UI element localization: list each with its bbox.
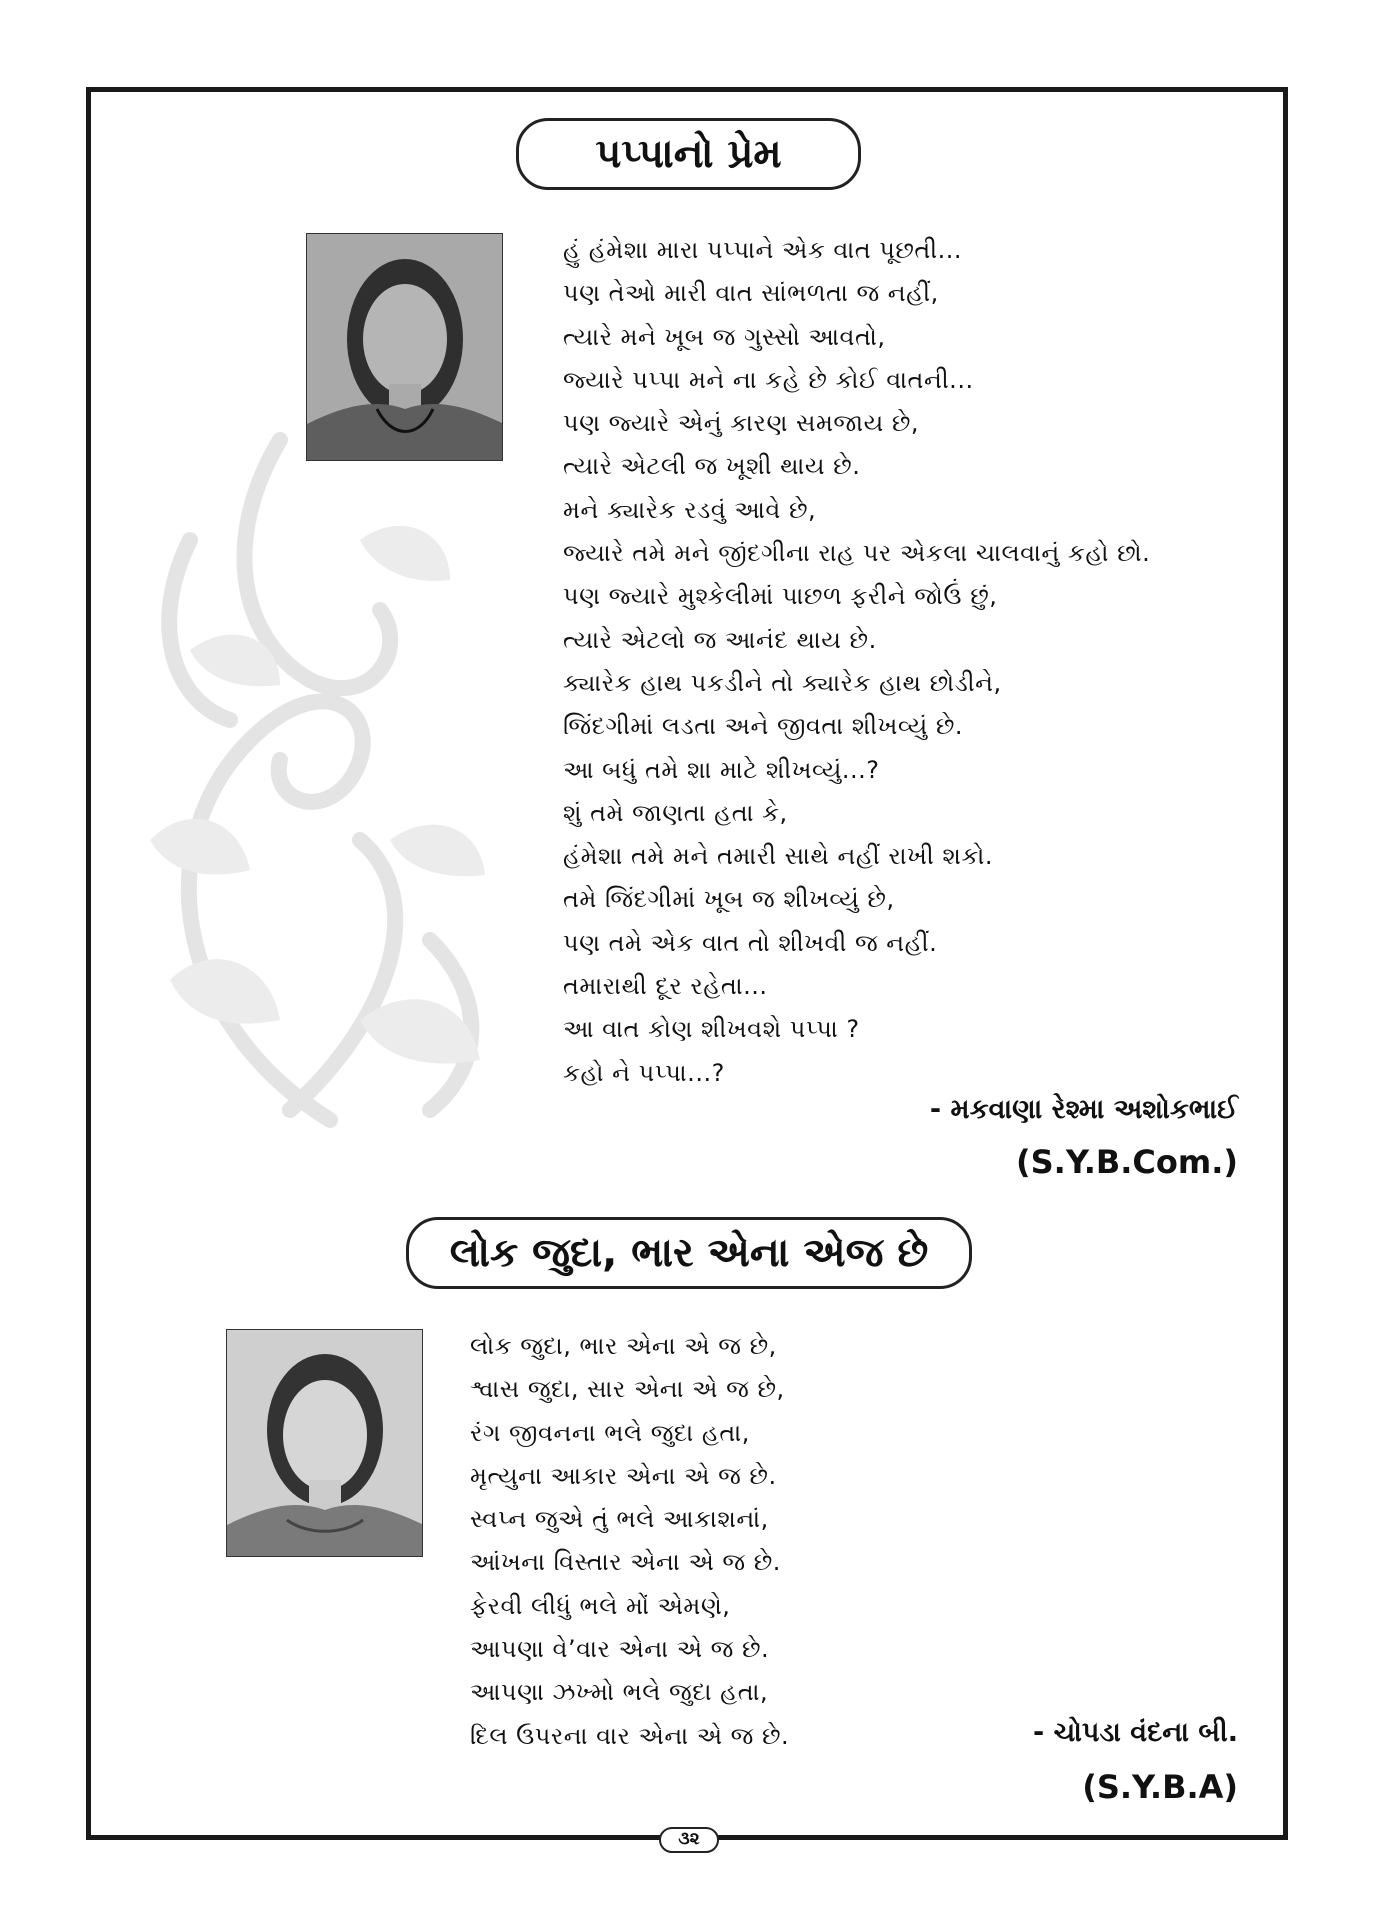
poem-line: ક્યારેક હાથ પકડીને તો ક્યારેક હાથ છોડીને, — [563, 668, 1002, 697]
poem-line: તમે જિંદગીમાં ખૂબ જ શીખવ્યું છે, — [563, 885, 895, 914]
poem-line: પણ જ્યારે એનું કારણ સમજાય છે, — [563, 409, 920, 438]
poem-line: આ વાત કોણ શીખવશે પપ્પા ? — [563, 1015, 860, 1044]
poem-line: ફેરવી લીધું ભલે મોં એમણે, — [470, 1591, 731, 1620]
poem-line: મને ક્યારેક રડવું આવે છે, — [563, 495, 817, 524]
poem-line: દિલ ઉપરના વાર એના એ જ છે. — [470, 1721, 790, 1750]
poem-line: ત્યારે મને ખૂબ જ ગુસ્સો આવતો, — [563, 322, 886, 351]
poem2-lines — [470, 1325, 789, 1758]
poem-line: આ બધું તમે શા માટે શીખવ્યું...? — [563, 755, 880, 784]
poem-line: આપણા ઝખ્મો ભલે જુદા હતા, — [470, 1678, 769, 1707]
poem2-author: - ચોપડા વંદના બી. — [1032, 1717, 1238, 1748]
floral-ornament — [130, 420, 520, 1140]
poem-line: હંમેશા તમે મને તમારી સાથે નહીં રાખી શકો. — [563, 842, 993, 871]
poem-line: લોક જુદા, ભાર એના એ જ છે, — [470, 1332, 777, 1360]
poem-line: શું તમે જાણતા હતા કે, — [563, 798, 788, 827]
poem-line: ત્યારે એટલી જ ખૂશી થાય છે. — [563, 452, 861, 481]
poem1-title: પપ્પાનો પ્રેમ — [516, 118, 861, 190]
poem2-class: (S.Y.B.A) — [1082, 1768, 1238, 1806]
poem-line: જ્યારે પપ્પા મને ના કહે છે કોઈ વાતની... — [563, 365, 974, 394]
poem-line: શ્વાસ જુદા, સાર એના એ જ છે, — [470, 1375, 785, 1404]
poem-line: આપણા વે’વાર એના એ જ છે. — [470, 1635, 770, 1664]
poem-line: પણ જ્યારે મુશ્કેલીમાં પાછળ ફરીને જોઉં છું, — [563, 582, 998, 611]
poem-line: કહો ને પપ્પા...? — [563, 1058, 725, 1087]
poem-line: રંગ જીવનના ભલે જુદા હતા, — [470, 1418, 750, 1447]
portrait-image — [307, 234, 503, 461]
poem-line: જિંદગીમાં લડતા અને જીવતા શીખવ્યું છે. — [563, 712, 964, 741]
poem-line: આંખના વિસ્તાર એના એ જ છે. — [470, 1548, 781, 1577]
poem1-lines — [563, 229, 1150, 1095]
poem-line: પણ તમે એક વાત તો શીખવી જ નહીં. — [563, 928, 938, 957]
poem-line: તમારાથી દૂર રહેતા... — [563, 972, 768, 1001]
author1-photo — [306, 233, 503, 461]
poem-line: મૃત્યુના આકાર એના એ જ છે. — [470, 1461, 777, 1490]
poem-line: જ્યારે તમે મને જીંદગીના રાહ પર એકલા ચાલવાનું કહો છો. — [563, 539, 1151, 568]
poem-line: પણ તેઓ મારી વાત સાંભળતા જ નહીં, — [563, 279, 939, 308]
portrait-image — [227, 1330, 423, 1557]
author2-photo — [226, 1329, 423, 1557]
page-number: ૩૨ — [659, 1827, 719, 1853]
poem-line: ત્યારે એટલો જ આનંદ થાય છે. — [563, 625, 877, 654]
poem-line: હું હંમેશા મારા પપ્પાને એક વાત પૂછતી... — [563, 236, 963, 264]
poem1-author: - મકવાણા રેશ્મા અશોકભાઈ — [929, 1094, 1238, 1125]
poem1-class: (S.Y.B.Com.) — [1016, 1143, 1238, 1181]
poem-line: સ્વપ્ન જુએ તું ભલે આકાશનાં, — [470, 1505, 769, 1534]
poem2-title: લોક જુદા, ભાર એના એજ છે — [406, 1217, 972, 1289]
